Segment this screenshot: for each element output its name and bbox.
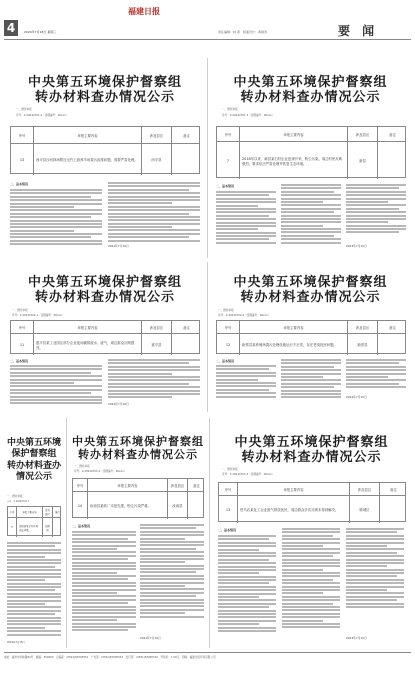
- row-content: 西平县沙河林场附近毛竹上游养羊场粪污直排问题，需要严肃处理。: [33, 144, 141, 175]
- col-header-county: 涉及县区: [349, 483, 379, 495]
- row-county: 西平县: [141, 144, 171, 175]
- col-header-content: 举报主要内容: [239, 321, 347, 333]
- row-index: 14: [77, 503, 83, 508]
- col-header-content: 举报主要内容: [87, 479, 167, 491]
- column-divider: [207, 262, 208, 412]
- article-title: 中央第五环境保护督察组 转办材料查办情况公示: [233, 75, 388, 105]
- body-column-2: [281, 184, 341, 245]
- section-basic: 二、基本情况: [216, 359, 235, 363]
- report-label: 一、群众举报: [12, 309, 28, 312]
- report-label: 一、群众举报: [222, 108, 238, 111]
- table-row: [11, 333, 199, 355]
- editor-credit: 责任编辑：林 燕 版面设计：黄锦涛: [218, 30, 267, 34]
- body-column-left: [72, 531, 136, 633]
- row-note: [187, 492, 205, 519]
- report-number: 序号：X.20240702-1（受理编号：00xxx）: [12, 314, 65, 317]
- article-date: 2024年7月16日: [108, 402, 129, 406]
- report-label: 一、群众举报: [16, 108, 32, 111]
- report-number: 序号：X.20240701-3（受理编号：00xxx）: [222, 114, 275, 117]
- header-divider: [4, 39, 411, 40]
- article-2: [210, 58, 411, 256]
- article-5: [4, 418, 64, 648]
- body-column-3: [346, 184, 406, 235]
- col-header-index: 序号: [224, 325, 232, 330]
- body-column: [7, 542, 61, 637]
- row-note: [171, 334, 201, 355]
- page-number: 4: [4, 20, 18, 36]
- col-header-county: 涉及县区: [167, 479, 187, 491]
- complaint-table: [216, 126, 406, 178]
- row-index: 11: [19, 342, 25, 347]
- col-header-note: 备注: [171, 321, 201, 333]
- complaint-table: [216, 320, 406, 354]
- body-column-right: [140, 524, 204, 619]
- newspaper-logo: 福建日报: [128, 6, 160, 16]
- article-date: 2024年7月15日: [7, 641, 25, 644]
- body-column-3: [346, 528, 404, 609]
- table-row: [217, 333, 405, 355]
- article-date: 2024年7月15日: [346, 395, 367, 399]
- article-3: [4, 262, 206, 412]
- body-column-left: [10, 365, 102, 406]
- article-title: 中央第五环境保护督察组 转办材料查办情况公示: [27, 75, 182, 105]
- report-label: 一、群众举报: [74, 465, 90, 468]
- article-title: 中央第五环境保护督察组 转办材料查办情况公示: [27, 275, 182, 305]
- col-header-content: 举报主要内容: [16, 507, 42, 517]
- col-header-content: 举报主要内容: [237, 483, 349, 495]
- report-number: 序号：X.20240702-2（受理编号：00xxx）: [218, 314, 271, 317]
- row-note: [171, 144, 201, 175]
- complaint-table: [10, 320, 200, 354]
- article-title: 中央第五环境保护督察组 转办材料查办情况公示: [233, 275, 388, 305]
- col-header-index: 序号: [18, 133, 26, 138]
- article-date: 2024年7月16日: [140, 636, 161, 640]
- article-7: [212, 418, 411, 648]
- body-column-2: [281, 359, 341, 400]
- row-content: 遂平县某工业园区部分企业夜间偷排废水、废气，周边群众反映强烈。: [33, 334, 141, 355]
- body-column-right: [108, 359, 200, 400]
- col-header-note: 备注: [379, 483, 407, 495]
- article-title: 中央第五环境保护督察组 转办材料查办情况公示: [72, 435, 204, 461]
- table-row: [219, 495, 405, 523]
- page-footer: 地址：福州市华林路84号 邮编：350003 总编室：(0591)87095551 广告部：(0591)87095543 发行部：(0591)87095510 零售价：1.50元 印刷：福建日报印务有限公司: [4, 652, 411, 660]
- col-header-index: 序号: [224, 487, 232, 492]
- col-header-index: 序号: [9, 511, 15, 514]
- col-header-note: 备注: [52, 507, 62, 517]
- row-content: 新蔡县某养殖场粪污处理设施运行不正常，存在恶臭扰民问题。: [239, 334, 347, 355]
- row-index: 13: [225, 507, 231, 512]
- row-county: 新县: [347, 142, 377, 179]
- article-4: [210, 262, 411, 412]
- row-index: 13: [19, 157, 25, 162]
- row-county: 驿城区: [349, 496, 379, 523]
- table-row: [8, 517, 60, 537]
- body-column-1: [216, 365, 276, 399]
- col-header-index: 序号: [76, 483, 84, 488]
- column-divider: [66, 418, 67, 648]
- article-date: 2024年7月16日: [108, 244, 129, 248]
- row-note: [377, 334, 407, 355]
- section-basic: 二、基本情况: [72, 524, 91, 528]
- row-county: 泌阳县: [42, 518, 52, 537]
- row-county: 汝南县: [167, 492, 187, 519]
- report-number: 序号：X.20240703-2（受理编号：00xxx）: [74, 470, 127, 473]
- col-header-county: 涉及县区: [141, 127, 171, 143]
- report-number: 序号：X.20240701-2（受理编号：00xxx）: [16, 114, 69, 117]
- col-header-note: 备注: [377, 321, 407, 333]
- body-column-2: [282, 528, 340, 630]
- table-row: [217, 141, 405, 179]
- col-header-county: 涉及县区: [141, 321, 171, 333]
- row-county: 遂平县: [141, 334, 171, 355]
- row-content: 泌阳县某企业环境违法问题。: [16, 518, 42, 537]
- section-basic: 二、基本情况: [218, 528, 237, 532]
- row-note: [52, 518, 62, 537]
- column-divider: [209, 418, 210, 648]
- col-header-county: 涉及县区: [347, 321, 377, 333]
- complaint-table: [7, 506, 61, 536]
- section-basic: 二、基本情况: [10, 182, 29, 186]
- section-title: 要 闻: [338, 24, 379, 38]
- row-content: 汝南县某砖厂未批先建、粉尘污染严重。: [87, 492, 167, 519]
- article-title: 中央第五环境保护督察组 转办材料查办情况公示: [6, 438, 61, 482]
- article-1: [4, 58, 206, 256]
- row-note: [377, 142, 407, 179]
- article-6: [68, 418, 208, 648]
- report-number: 序号：X.20240703-3（受理编号：00xxx）: [222, 473, 275, 476]
- row-index: 12: [225, 342, 231, 347]
- row-county: 新蔡县: [347, 334, 377, 355]
- article-date: 2024年7月15日: [346, 636, 367, 640]
- body-column-left: [10, 189, 102, 247]
- issue-date: 2024年7月18日 星期三: [24, 30, 57, 34]
- page-header: [0, 0, 415, 44]
- col-header-index: 序号: [18, 325, 26, 330]
- report-label: 一、群众举报: [218, 309, 234, 312]
- body-column-right: [108, 182, 200, 243]
- table-row: [73, 491, 203, 519]
- col-header-content: 举报主要内容: [33, 127, 141, 143]
- complaint-table: [10, 126, 200, 174]
- complaint-table: [72, 478, 204, 518]
- col-header-note: 备注: [171, 127, 201, 143]
- row-note: [379, 496, 407, 523]
- table-row: [11, 143, 199, 175]
- complaint-table: [218, 482, 406, 522]
- body-column-1: [218, 535, 276, 633]
- col-header-content: 举报主要内容: [239, 127, 347, 141]
- section-basic: 二、基本情况: [216, 184, 235, 188]
- article-date: 2024年7月15日: [346, 244, 367, 248]
- col-header-note: 备注: [187, 479, 205, 491]
- col-header-content: 举报主要内容: [33, 321, 141, 333]
- article-title: 中央第五环境保护督察组 转办材料查办情况公示: [234, 435, 389, 465]
- report-label: 一、群众举报: [222, 468, 238, 471]
- section-basic: 二、基本情况: [10, 359, 29, 363]
- row-content: 2018年以来，新县某石材企业违规开采、粉尘污染，周边村民反映强烈，要求依法严肃处理并恢复生态环境。: [239, 142, 347, 179]
- column-divider: [207, 58, 208, 258]
- col-header-county: 涉及县区: [42, 507, 52, 517]
- col-header-note: 备注: [377, 127, 407, 141]
- report-label: 一、群众举报: [7, 495, 23, 498]
- col-header-county: 涉及县区: [347, 127, 377, 141]
- row-index: 5: [11, 526, 13, 529]
- report-number: 序号：X.20240703-1: [7, 500, 30, 503]
- body-column-1: [216, 191, 276, 245]
- row-index: 7: [226, 158, 230, 163]
- col-header-index: 序号: [224, 132, 232, 137]
- row-content: 驻马店某化工企业废气排放扰民，周边群众多次反映未得到解决。: [237, 496, 349, 523]
- body-column-3: [346, 359, 406, 390]
